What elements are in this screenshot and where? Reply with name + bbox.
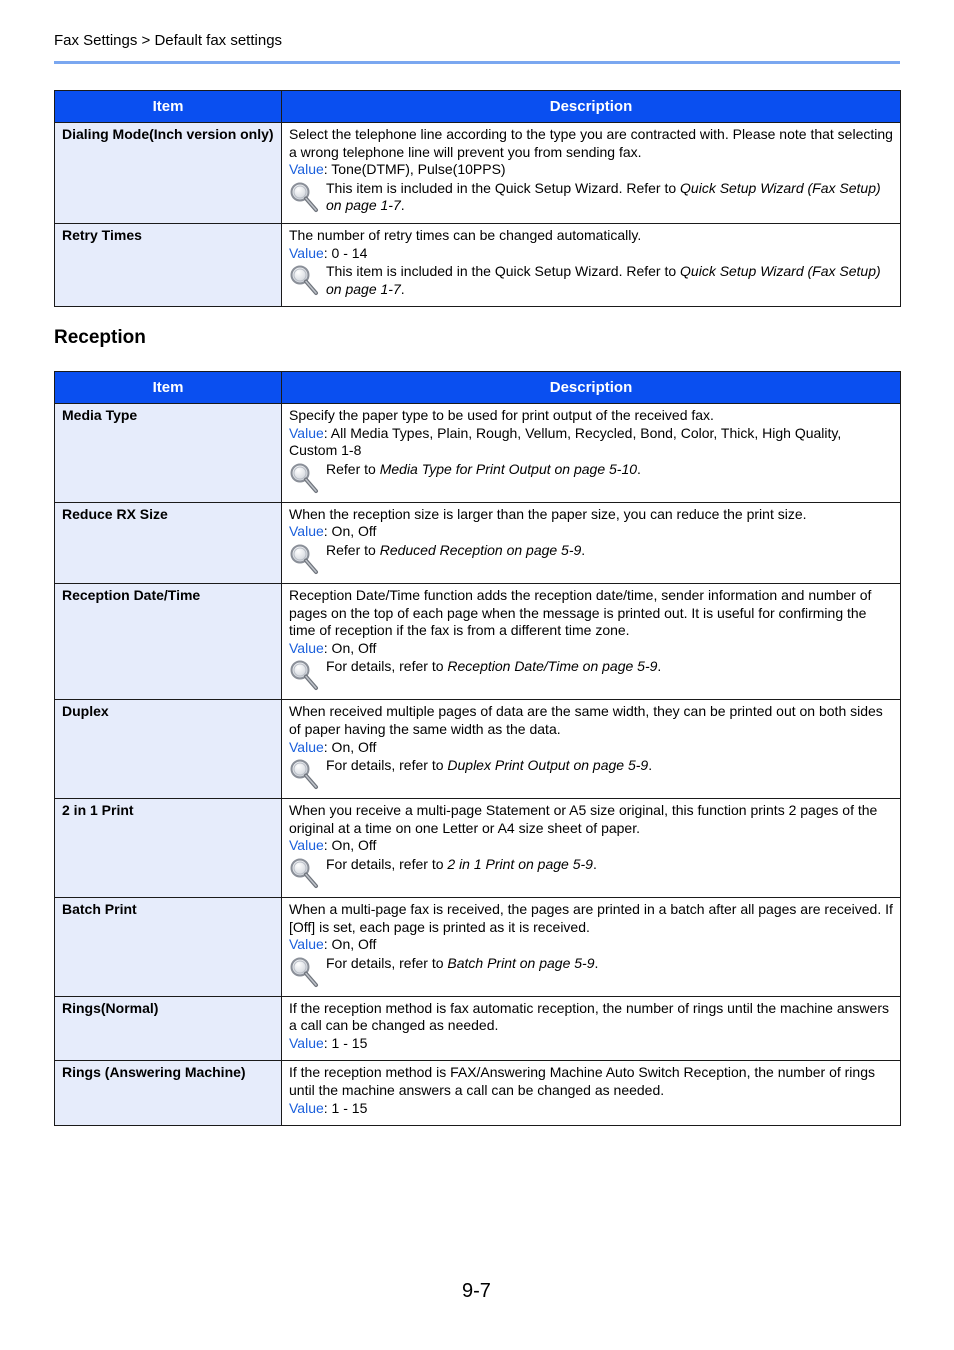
column-header-description: Description	[282, 372, 901, 404]
setting-description-cell	[282, 223, 901, 306]
reference-text	[326, 542, 893, 560]
reference-prefix: This item is included in the Quick Setup Wizard. Refer to	[326, 263, 681, 280]
value-label: Value	[289, 738, 324, 755]
setting-description: Select the telephone line according to the type you are contracted with. Please note that selecting a wrong telephone line will prevent you from sending fax.	[289, 126, 893, 160]
reference-text	[326, 658, 893, 676]
setting-name: Dialing Mode(Inch version only)	[55, 123, 282, 224]
setting-description-cell	[282, 700, 901, 799]
table-row	[55, 583, 901, 699]
setting-name: Reduce RX Size	[55, 502, 282, 583]
reference-suffix: .	[400, 280, 405, 297]
value-text: : All Media Types, Plain, Rough, Vellum, Recycled, Bond, Color, Thick, High Quality, Custom 1-8	[289, 424, 842, 459]
setting-description: If the reception method is fax automatic reception, the number of rings until the machine answers a call can be changed as needed.	[289, 999, 889, 1034]
setting-value	[289, 936, 893, 954]
reference-prefix: This item is included in the Quick Setup Wizard. Refer to	[326, 179, 681, 196]
setting-description-cell	[282, 1061, 901, 1126]
reference-suffix: .	[581, 541, 586, 558]
value-label: Value	[289, 161, 324, 178]
reference-prefix: For details, refer to	[326, 855, 448, 872]
table-row	[55, 123, 901, 224]
reference-note	[289, 263, 893, 298]
table-row	[55, 700, 901, 799]
setting-description: When a multi-page fax is received, the pages are printed in a batch after all pages are received. If [Off] is set, each page is printed as it is received.	[289, 900, 893, 935]
magnifier-icon	[289, 857, 319, 889]
table-row	[55, 996, 901, 1061]
setting-description-cell	[282, 799, 901, 898]
reference-text	[326, 856, 893, 874]
setting-description-cell	[282, 123, 901, 224]
settings-table	[54, 90, 901, 307]
setting-description-cell	[282, 583, 901, 699]
column-header-item: Item	[55, 91, 282, 123]
setting-description-cell	[282, 996, 901, 1061]
reference-text	[326, 757, 893, 775]
value-text: : 0 - 14	[323, 244, 368, 261]
table-row	[55, 1061, 901, 1126]
table-row	[55, 404, 901, 503]
reference-text	[326, 263, 893, 298]
table-row	[55, 223, 901, 306]
reference-note	[289, 658, 893, 691]
setting-description-cell	[282, 404, 901, 503]
reference-suffix: .	[637, 460, 641, 477]
magnifier-icon	[289, 543, 319, 575]
reference-note	[289, 757, 893, 790]
value-text: : Tone(DTMF), Pulse(10PPS)	[323, 161, 506, 178]
reference-suffix: .	[657, 658, 662, 675]
value-label: Value	[289, 639, 324, 656]
reference-text	[326, 955, 893, 973]
value-text: : On, Off	[323, 837, 377, 854]
reference-link[interactable]: Media Type for Print Output on page 5-10	[379, 460, 638, 477]
reference-link[interactable]: Quick Setup Wizard (Fax Setup) on page 1-7	[326, 179, 881, 214]
value-label: Value	[289, 244, 324, 261]
setting-description: The number of retry times can be changed automatically.	[289, 226, 642, 243]
table-row	[55, 502, 901, 583]
setting-description: When received multiple pages of data are the same width, they can be printed out on both sides of paper having the same width as the data.	[289, 703, 883, 737]
column-header-description: Description	[282, 91, 901, 123]
reference-link[interactable]: Reduced Reception on page 5-9	[379, 541, 582, 558]
setting-name: Reception Date/Time	[55, 583, 282, 699]
magnifier-icon	[289, 956, 319, 988]
setting-value	[289, 1100, 893, 1118]
setting-name: Rings (Answering Machine)	[55, 1061, 282, 1126]
value-text: : 1 - 15	[323, 1099, 368, 1116]
table-row	[55, 799, 901, 898]
setting-name: Duplex	[55, 700, 282, 799]
value-label: Value	[289, 1034, 324, 1051]
magnifier-icon	[289, 264, 319, 296]
magnifier-icon	[289, 181, 319, 213]
setting-name: 2 in 1 Print	[55, 799, 282, 898]
setting-name: Rings(Normal)	[55, 996, 282, 1061]
reference-link[interactable]: Quick Setup Wizard (Fax Setup) on page 1-7	[326, 263, 881, 297]
reference-suffix: .	[592, 855, 597, 872]
value-text: : 1 - 15	[323, 1034, 368, 1051]
reference-link[interactable]: Reception Date/Time on page 5-9	[447, 658, 658, 675]
setting-value	[289, 161, 893, 179]
value-text: : On, Off	[323, 738, 377, 755]
setting-value	[289, 245, 893, 263]
value-label: Value	[289, 523, 324, 540]
header-rule	[54, 61, 900, 64]
reference-suffix: .	[594, 954, 599, 971]
value-label: Value	[289, 936, 324, 953]
reference-prefix: For details, refer to	[326, 757, 448, 774]
magnifier-icon	[289, 659, 319, 691]
table-row	[55, 897, 901, 996]
value-label: Value	[289, 424, 324, 441]
reference-note	[289, 542, 893, 575]
column-header-item: Item	[55, 372, 282, 404]
page-number: 9-7	[462, 1280, 491, 1302]
setting-description-cell	[282, 502, 901, 583]
reference-prefix: Refer to	[326, 541, 380, 558]
reference-note	[289, 461, 893, 494]
reference-link[interactable]: Batch Print on page 5-9	[447, 954, 595, 971]
reference-text	[326, 461, 893, 479]
value-label: Value	[289, 1099, 324, 1116]
reference-note	[289, 856, 893, 889]
setting-name: Batch Print	[55, 897, 282, 996]
setting-value	[289, 739, 893, 757]
setting-description-cell	[282, 897, 901, 996]
reference-link[interactable]: 2 in 1 Print on page 5-9	[447, 855, 593, 872]
reference-note	[289, 180, 893, 215]
reference-suffix: .	[400, 197, 405, 214]
breadcrumb: Fax Settings > Default fax settings	[54, 32, 283, 49]
setting-name: Media Type	[55, 404, 282, 503]
setting-description: Reception Date/Time function adds the reception date/time, sender information and number of pages on the top of each page when the message is printed out. It is useful for confirming the time of reception if the fax is from a different time zone.	[289, 586, 872, 639]
reference-prefix: Refer to	[326, 460, 380, 477]
setting-value	[289, 837, 893, 855]
value-label: Value	[289, 837, 324, 854]
setting-description: When the reception size is larger than the paper size, you can reduce the print size.	[289, 505, 807, 522]
setting-value	[289, 523, 893, 541]
reference-prefix: For details, refer to	[326, 658, 448, 675]
magnifier-icon	[289, 462, 319, 494]
reference-link[interactable]: Duplex Print Output on page 5-9	[447, 757, 649, 774]
section-title: Reception	[54, 327, 146, 348]
reference-text	[326, 180, 893, 215]
setting-description: When you receive a multi-page Statement or A5 size original, this function prints 2 pages of the original at a time on one Letter or A4 size sheet of paper.	[289, 802, 878, 836]
setting-description: If the reception method is FAX/Answering Machine Auto Switch Reception, the number of rings until the machine answers a call can be changed as needed.	[289, 1064, 875, 1099]
value-text: : On, Off	[323, 523, 377, 540]
setting-value	[289, 640, 893, 658]
value-text: : On, Off	[323, 936, 377, 953]
reference-prefix: For details, refer to	[326, 954, 448, 971]
value-text: : On, Off	[323, 639, 377, 656]
magnifier-icon	[289, 758, 319, 790]
setting-value	[289, 1035, 893, 1053]
reference-note	[289, 955, 893, 988]
reception-table	[54, 371, 901, 1126]
setting-value	[289, 425, 893, 460]
setting-name: Retry Times	[55, 223, 282, 306]
reference-suffix: .	[648, 757, 653, 774]
setting-description: Specify the paper type to be used for print output of the received fax.	[289, 407, 714, 423]
